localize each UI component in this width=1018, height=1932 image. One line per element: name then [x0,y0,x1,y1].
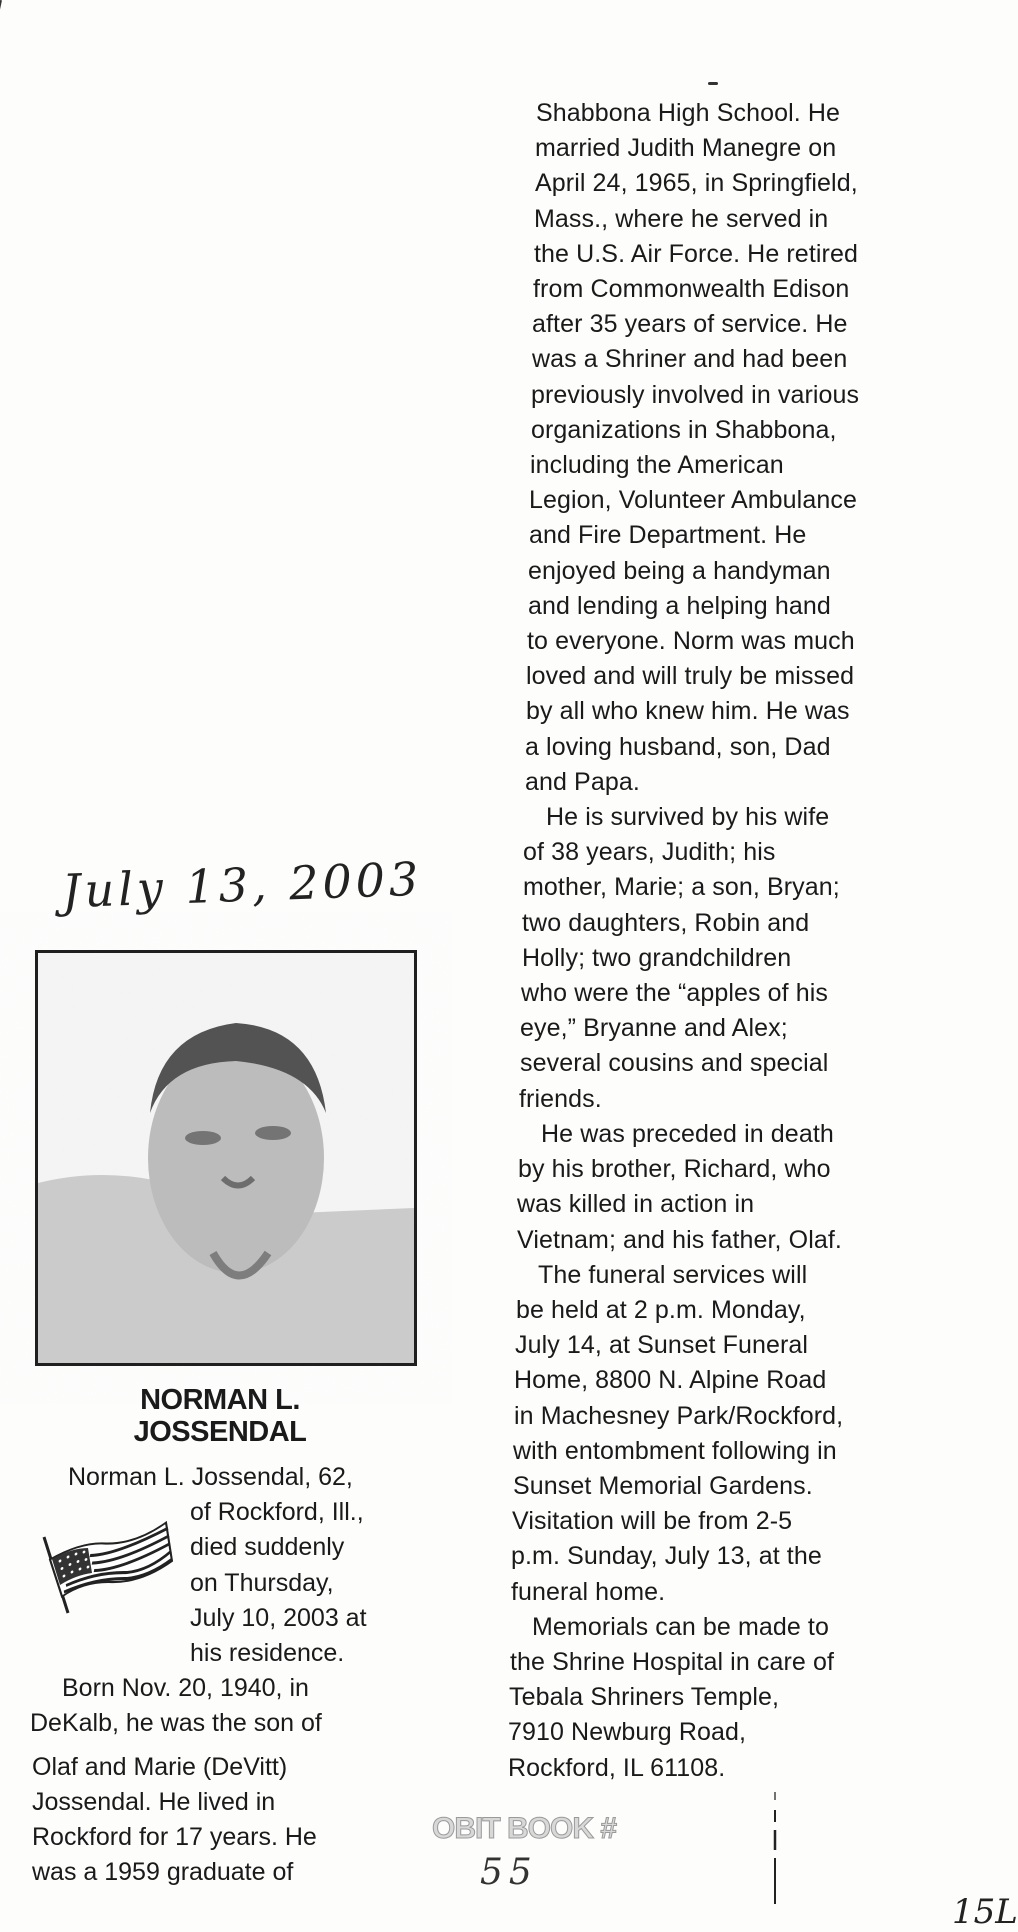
text-line: two daughters, Robin and [522,908,810,937]
text-line: DeKalb, he was the son of [30,1709,322,1738]
text-line: He is survived by his wife [546,803,830,832]
portrait-photo [35,950,417,1366]
text-line: who were the “apples of his [521,979,829,1008]
text-line: Olaf and Marie (DeVitt) [32,1752,288,1781]
text-line: and Papa. [525,767,640,796]
text-line: and Fire Department. He [529,521,807,550]
text-line: of Rockford, Ill., [190,1498,364,1527]
handwritten-page-mark: 15L [952,1892,1018,1932]
text-line: Vietnam; and his father, Olaf. [517,1225,842,1254]
text-line: including the American [530,451,784,480]
text-line: to everyone. Norm was much [527,627,855,656]
text-line: the U.S. Air Force. He retired [534,239,858,268]
obituary-right-column [508,96,956,1786]
text-line: after 35 years of service. He [532,310,848,339]
text-line: married Judith Manegre on [535,134,837,163]
text-line: be held at 2 p.m. Monday, [516,1295,806,1324]
text-line: Legion, Volunteer Ambulance [529,486,857,515]
scan-corner-mark [0,0,8,29]
text-line: Tebala Shriners Temple, [509,1683,780,1712]
text-line: previously involved in various [531,380,860,409]
text-line: Home, 8800 N. Alpine Road [514,1366,827,1395]
obituary-name-heading [20,1384,420,1448]
text-line: Rockford for 17 years. He [32,1823,317,1852]
obit-book-stamp: OBIT BOOK # [432,1812,617,1845]
portrait-image [38,953,414,1363]
text-line: enjoyed being a handyman [528,556,831,585]
text-line: p.m. Sunday, July 13, at the [511,1542,822,1571]
text-line: Visitation will be from 2-5 [512,1507,793,1536]
handwritten-date: July 13, 2003 [61,851,424,919]
text-line: Rockford, IL 61108. [508,1753,726,1782]
text-line: Shabbona High School. He [536,99,840,127]
text-line: with entombment following in [513,1436,837,1465]
text-line: July 10, 2003 at [190,1603,367,1632]
text-line: the Shrine Hospital in care of [510,1647,835,1676]
text-line: July 14, at Sunset Funeral [515,1331,809,1360]
text-line: from Commonwealth Edison [533,275,850,304]
text-line: by his brother, Richard, who [518,1155,831,1184]
text-line: his residence. [190,1639,345,1668]
text-line: eye,” Bryanne and Alex; [520,1014,788,1043]
text-line: a loving husband, son, Dad [525,732,831,761]
text-line: on Thursday, [190,1568,334,1597]
text-line: in Machesney Park/Rockford, [514,1401,844,1430]
text-line: of 38 years, Judith; his [523,838,776,867]
text-line: Sunset Memorial Gardens. [513,1471,813,1500]
print-artifact [708,82,718,85]
american-flag-icon [36,1515,176,1615]
text-line: was a 1959 graduate of [32,1858,294,1887]
text-line: Mass., where he served in [534,204,829,233]
text-line: Born Nov. 20, 1940, in [62,1674,309,1703]
text-line: organizations in Shabbona, [531,415,837,444]
text-line: He was preceded in death [541,1119,834,1148]
text-line: funeral home. [511,1577,666,1606]
text-line: was killed in action in [517,1190,755,1219]
text-line: Jossendal. He lived in [32,1787,276,1816]
heading-line-1: NORMAN L. [140,1384,300,1416]
text-line: and lending a helping hand [528,591,831,620]
obit-book-number: 55 [480,1852,538,1893]
text-line: died suddenly [190,1533,345,1562]
text-line: friends. [519,1084,602,1113]
text-line: was a Shriner and had been [532,345,848,374]
text-line: Norman L. Jossendal, 62, [68,1463,353,1491]
text-line: several cousins and special [520,1049,829,1078]
text-line: April 24, 1965, in Springfield, [535,169,858,198]
heading-line-2: JOSSENDAL [133,1416,307,1448]
dashed-cut-line [772,1792,778,1912]
text-line: 7910 Newburg Road, [508,1718,747,1747]
text-line: The funeral services will [538,1260,808,1289]
text-line: Holly; two grandchildren [522,943,792,972]
text-line: mother, Marie; a son, Bryan; [523,873,840,902]
text-line: loved and will truly be missed [526,662,855,691]
text-line: by all who knew him. He was [526,697,850,726]
text-line: Memorials can be made to [532,1612,829,1641]
